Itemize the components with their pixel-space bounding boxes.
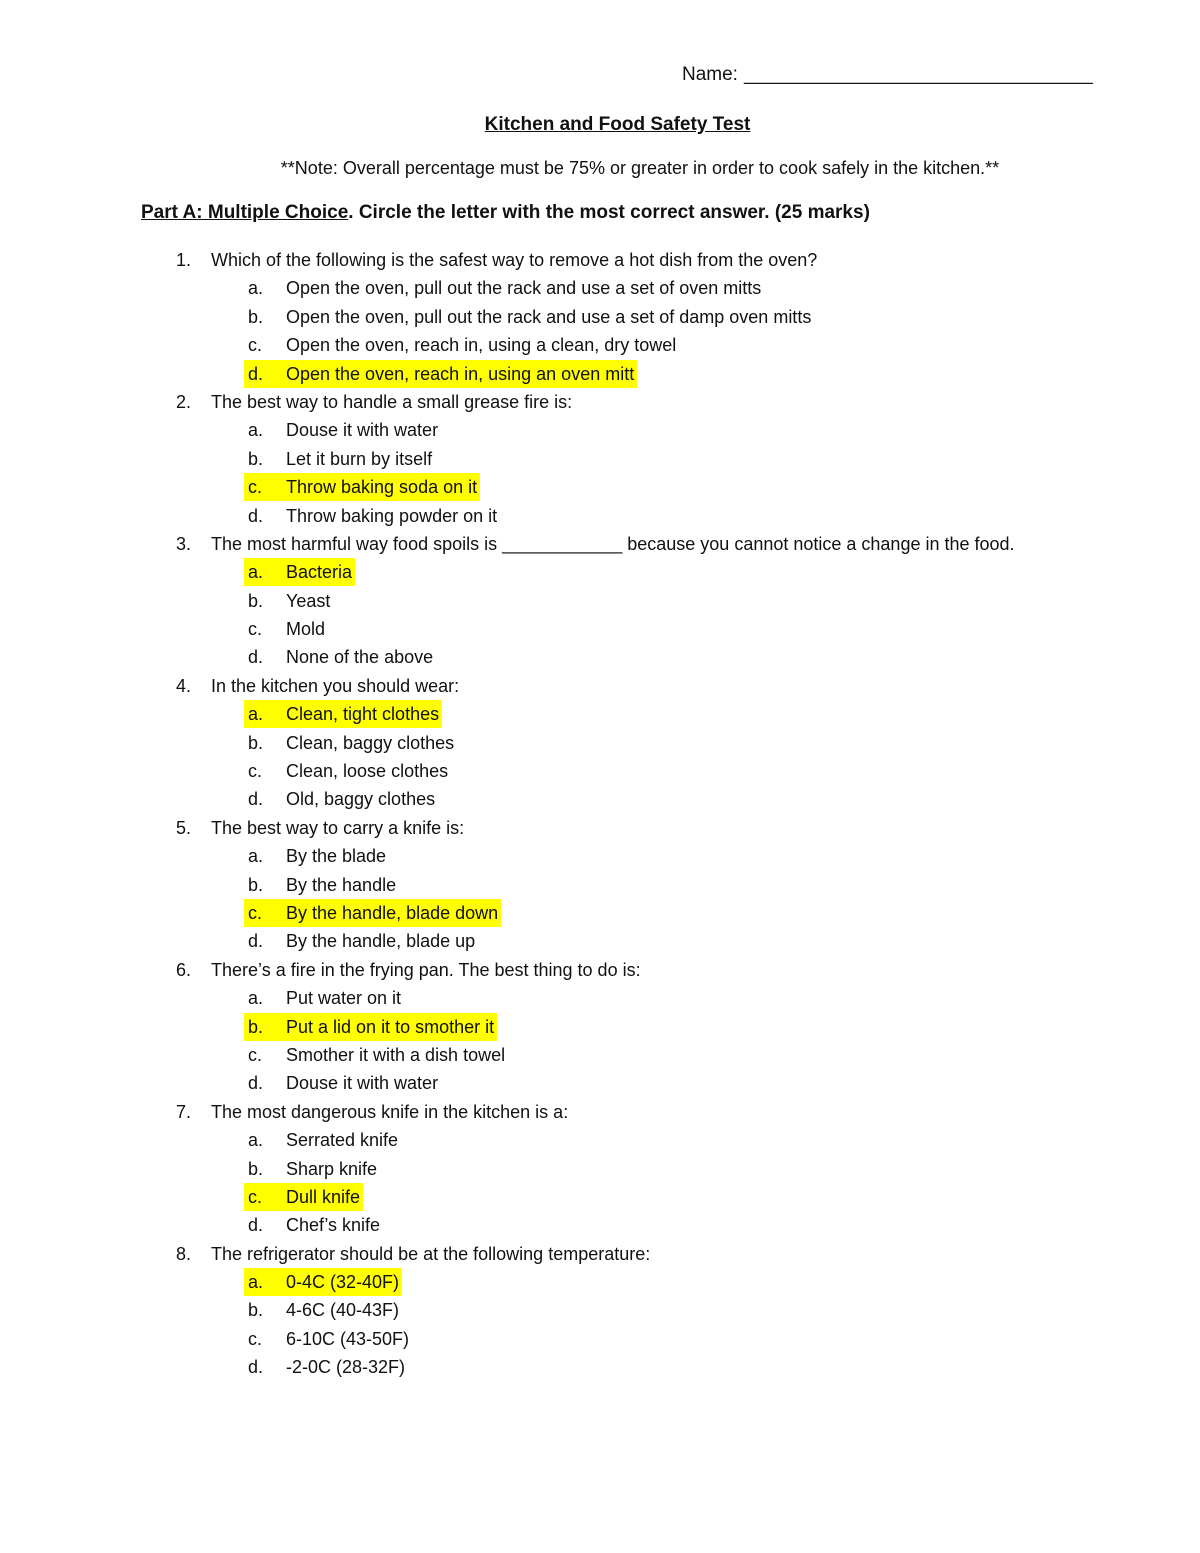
highlighted-answer[interactable] bbox=[244, 1013, 497, 1041]
option-text: 0-4C (32-40F) bbox=[286, 1272, 400, 1293]
answer-option bbox=[0, 757, 1200, 785]
name-field[interactable] bbox=[682, 64, 1093, 86]
answer-option bbox=[0, 1325, 1200, 1353]
option-text: Let it burn by itself bbox=[286, 448, 433, 469]
question-number: 5. bbox=[176, 817, 192, 838]
option-text: Chef’s knife bbox=[286, 1215, 381, 1236]
question-text: The refrigerator should be at the following temperature: bbox=[211, 1243, 651, 1264]
question-1 bbox=[0, 246, 1200, 274]
answer-choice[interactable] bbox=[244, 331, 679, 359]
option-text: Open the oven, pull out the rack and use a set of oven mitts bbox=[286, 278, 762, 299]
part-a-heading bbox=[141, 202, 870, 224]
answer-option bbox=[0, 643, 1200, 671]
answer-choice[interactable] bbox=[244, 502, 500, 530]
question-3 bbox=[0, 530, 1200, 558]
option-text: By the handle, blade up bbox=[286, 931, 476, 952]
option-text: Smother it with a dish towel bbox=[286, 1044, 506, 1065]
answer-option bbox=[0, 1155, 1200, 1183]
answer-option bbox=[0, 871, 1200, 899]
answer-choice[interactable] bbox=[244, 1211, 383, 1239]
answer-choice[interactable] bbox=[244, 1353, 408, 1381]
highlighted-answer[interactable] bbox=[244, 1268, 402, 1296]
option-letter[interactable]: c. bbox=[248, 1186, 263, 1207]
option-letter[interactable]: b. bbox=[248, 732, 264, 753]
answer-choice[interactable] bbox=[244, 274, 764, 302]
answer-choice[interactable] bbox=[244, 587, 333, 615]
answer-choice[interactable] bbox=[244, 729, 457, 757]
question-number: 7. bbox=[176, 1101, 192, 1122]
option-letter[interactable]: c. bbox=[248, 1044, 263, 1065]
option-letter[interactable]: b. bbox=[248, 1300, 264, 1321]
answer-choice[interactable] bbox=[244, 303, 814, 331]
question-number: 1. bbox=[176, 250, 192, 270]
option-text: Put a lid on it to smother it bbox=[286, 1016, 495, 1037]
answer-option bbox=[0, 303, 1200, 331]
question-number: 4. bbox=[176, 675, 192, 696]
answer-choice[interactable] bbox=[244, 1041, 508, 1069]
option-text: By the handle, blade down bbox=[286, 902, 499, 923]
answer-choice[interactable] bbox=[244, 416, 441, 444]
answer-option bbox=[0, 899, 1200, 927]
option-letter[interactable]: a. bbox=[248, 420, 264, 441]
question-5 bbox=[0, 814, 1200, 842]
answer-choice[interactable] bbox=[244, 1325, 412, 1353]
question-text: The best way to carry a knife is: bbox=[211, 817, 465, 838]
question-text: In the kitchen you should wear: bbox=[211, 675, 460, 696]
answer-option bbox=[0, 502, 1200, 530]
answer-choice[interactable] bbox=[244, 757, 451, 785]
highlighted-answer[interactable] bbox=[244, 473, 480, 501]
option-letter[interactable]: b. bbox=[248, 1158, 264, 1179]
highlighted-answer[interactable] bbox=[244, 899, 501, 927]
option-text: Dull knife bbox=[286, 1186, 361, 1207]
question-number: 8. bbox=[176, 1243, 192, 1264]
answer-option bbox=[0, 274, 1200, 302]
answer-choice[interactable] bbox=[244, 871, 399, 899]
option-text: 4-6C (40-43F) bbox=[286, 1300, 400, 1321]
answer-option bbox=[0, 1013, 1200, 1041]
option-letter[interactable]: d. bbox=[248, 1073, 264, 1094]
option-text: Throw baking soda on it bbox=[286, 477, 478, 498]
option-text: Bacteria bbox=[286, 562, 353, 583]
answer-option bbox=[0, 1296, 1200, 1324]
answer-option bbox=[0, 587, 1200, 615]
answer-choice[interactable] bbox=[244, 1296, 402, 1324]
option-text: Clean, tight clothes bbox=[286, 704, 440, 725]
answer-choice[interactable] bbox=[244, 615, 328, 643]
highlighted-answer[interactable] bbox=[244, 700, 442, 728]
option-text: Douse it with water bbox=[286, 420, 439, 441]
question-2 bbox=[0, 388, 1200, 416]
answer-choice[interactable] bbox=[244, 842, 389, 870]
answer-choice[interactable] bbox=[244, 927, 478, 955]
option-letter[interactable]: a. bbox=[248, 704, 264, 725]
answer-option bbox=[0, 416, 1200, 444]
option-letter[interactable]: a. bbox=[248, 278, 264, 299]
answer-option bbox=[0, 1211, 1200, 1239]
answer-option bbox=[0, 842, 1200, 870]
answer-option bbox=[0, 700, 1200, 728]
highlighted-answer[interactable] bbox=[244, 558, 355, 586]
question-4 bbox=[0, 672, 1200, 700]
option-text: Clean, baggy clothes bbox=[286, 732, 455, 753]
option-text: 6-10C (43-50F) bbox=[286, 1328, 410, 1349]
option-letter[interactable]: c. bbox=[248, 1328, 263, 1349]
option-letter[interactable]: d. bbox=[248, 789, 264, 810]
answer-option bbox=[0, 558, 1200, 586]
option-text: Open the oven, pull out the rack and use a set of damp oven mitts bbox=[286, 306, 812, 327]
option-letter[interactable]: c. bbox=[248, 477, 263, 498]
option-text: Old, baggy clothes bbox=[286, 789, 436, 810]
answer-option bbox=[0, 445, 1200, 473]
option-letter[interactable]: d. bbox=[248, 1357, 264, 1378]
highlighted-answer[interactable] bbox=[244, 1183, 363, 1211]
question-6 bbox=[0, 956, 1200, 984]
option-letter[interactable]: b. bbox=[248, 590, 264, 611]
passing-note: **Note: Overall percentage must be 75% or greater in order to cook safely in the kitchen.** bbox=[280, 158, 1000, 178]
question-text: The most dangerous knife in the kitchen is a: bbox=[211, 1101, 569, 1122]
option-letter[interactable]: c. bbox=[248, 902, 263, 923]
option-letter[interactable]: d. bbox=[248, 931, 264, 952]
option-text: Open the oven, reach in, using an oven mitt bbox=[286, 363, 635, 384]
option-letter[interactable]: b. bbox=[248, 874, 264, 895]
name-blank[interactable]: _________________________________ bbox=[743, 64, 1093, 85]
option-letter[interactable]: b. bbox=[248, 306, 264, 327]
question-text: Which of the following is the safest way to remove a hot dish from the oven? bbox=[211, 250, 818, 270]
option-letter[interactable]: a. bbox=[248, 1130, 264, 1151]
option-letter[interactable]: c. bbox=[248, 761, 263, 782]
question-8 bbox=[0, 1240, 1200, 1268]
option-text: Open the oven, reach in, using a clean, dry towel bbox=[286, 335, 677, 356]
question-list bbox=[0, 246, 1200, 1382]
option-letter[interactable]: d. bbox=[248, 505, 264, 526]
answer-option bbox=[0, 927, 1200, 955]
option-text: -2-0C (28-32F) bbox=[286, 1357, 406, 1378]
name-label: Name: bbox=[682, 64, 738, 85]
answer-option bbox=[0, 615, 1200, 643]
option-text: Sharp knife bbox=[286, 1158, 378, 1179]
part-a-label: Part A: Multiple Choice bbox=[141, 202, 349, 223]
answer-option bbox=[0, 1183, 1200, 1211]
answer-option bbox=[0, 1353, 1200, 1381]
option-letter[interactable]: a. bbox=[248, 988, 264, 1009]
answer-choice[interactable] bbox=[244, 785, 438, 813]
answer-option bbox=[0, 1126, 1200, 1154]
answer-option bbox=[0, 360, 1200, 388]
question-text: The most harmful way food spoils is ____________ because you cannot notice a change in the food. bbox=[211, 533, 1015, 554]
option-letter[interactable]: a. bbox=[248, 1272, 264, 1293]
option-text: Mold bbox=[286, 619, 326, 640]
option-text: Serrated knife bbox=[286, 1130, 399, 1151]
question-7 bbox=[0, 1098, 1200, 1126]
option-text: By the handle bbox=[286, 874, 397, 895]
option-letter[interactable]: c. bbox=[248, 619, 263, 640]
part-a-instructions: . Circle the letter with the most correct answer. (25 marks) bbox=[348, 202, 870, 223]
answer-option bbox=[0, 729, 1200, 757]
answer-option bbox=[0, 984, 1200, 1012]
answer-option bbox=[0, 473, 1200, 501]
answer-option bbox=[0, 331, 1200, 359]
answer-choice[interactable] bbox=[244, 1126, 401, 1154]
option-text: Put water on it bbox=[286, 988, 402, 1009]
option-letter[interactable]: b. bbox=[248, 1016, 264, 1037]
answer-choice[interactable] bbox=[244, 1155, 380, 1183]
answer-choice[interactable] bbox=[244, 643, 436, 671]
answer-choice[interactable] bbox=[244, 1069, 441, 1097]
page-title: Kitchen and Food Safety Test bbox=[484, 114, 751, 135]
question-text: There’s a fire in the frying pan. The best thing to do is: bbox=[211, 959, 641, 980]
option-letter[interactable]: a. bbox=[248, 562, 264, 583]
answer-option bbox=[0, 1268, 1200, 1296]
question-number: 2. bbox=[176, 391, 192, 412]
option-letter[interactable]: d. bbox=[248, 647, 264, 668]
answer-choice[interactable] bbox=[244, 445, 435, 473]
option-letter[interactable]: d. bbox=[248, 1215, 264, 1236]
option-letter[interactable]: c. bbox=[248, 335, 263, 356]
question-text: The best way to handle a small grease fire is: bbox=[211, 391, 573, 412]
answer-choice[interactable] bbox=[244, 984, 404, 1012]
option-text: By the blade bbox=[286, 846, 387, 867]
option-letter[interactable]: d. bbox=[248, 363, 264, 384]
option-text: Douse it with water bbox=[286, 1073, 439, 1094]
option-text: None of the above bbox=[286, 647, 434, 668]
answer-option bbox=[0, 1069, 1200, 1097]
option-text: Clean, loose clothes bbox=[286, 761, 449, 782]
question-number: 6. bbox=[176, 959, 192, 980]
option-text: Yeast bbox=[286, 590, 331, 611]
option-letter[interactable]: b. bbox=[248, 448, 264, 469]
answer-option bbox=[0, 785, 1200, 813]
question-number: 3. bbox=[176, 533, 192, 554]
answer-option bbox=[0, 1041, 1200, 1069]
option-text: Throw baking powder on it bbox=[286, 505, 498, 526]
option-letter[interactable]: a. bbox=[248, 846, 264, 867]
highlighted-answer[interactable] bbox=[244, 360, 637, 388]
